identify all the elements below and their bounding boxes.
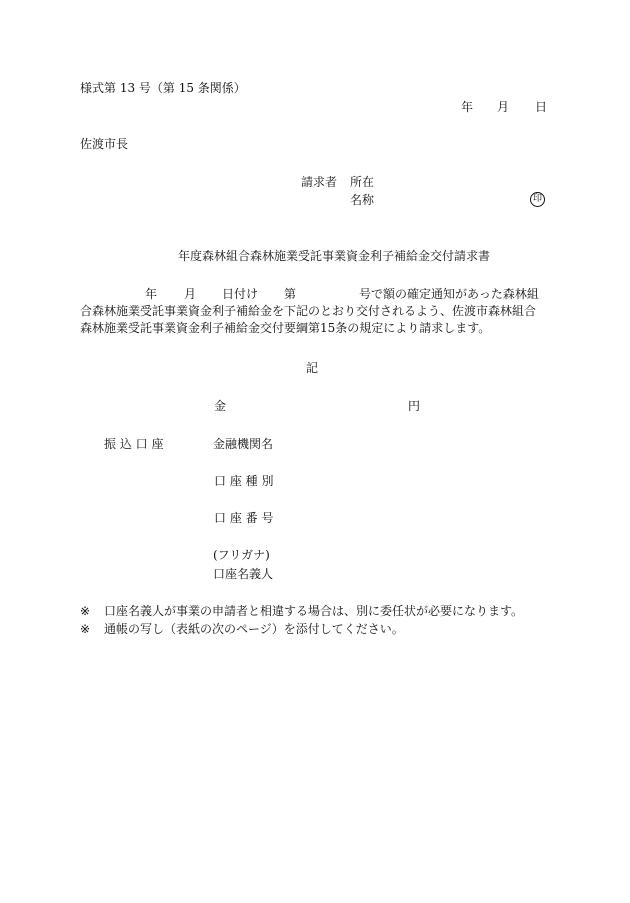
body-line-3: 森林施業受託事業資金利子補給金交付要綱第15条の規定により請求します。 bbox=[80, 321, 491, 335]
ki-heading: 記 bbox=[306, 361, 319, 375]
body-dated-label: 日付け bbox=[222, 287, 259, 301]
note-mark: ※ bbox=[80, 622, 91, 636]
requester-label: 請求者 bbox=[301, 175, 338, 189]
amount-unit: 円 bbox=[408, 399, 421, 413]
form-number: 様式第 13 号（第 15 条関係） bbox=[80, 81, 246, 95]
transfer-account-label: 振 込 口 座 bbox=[104, 437, 164, 451]
body-number-prefix: 第 bbox=[284, 287, 297, 301]
date-month-label: 月 bbox=[497, 100, 510, 114]
note-text: 口座名義人が事業の申請者と相違する場合は、別に委任状が必要になります。 bbox=[104, 604, 524, 618]
body-line-2: 合森林施業受託事業資金利子補給金を下記のとおり交付されるよう、佐渡市森林組合 bbox=[80, 304, 537, 318]
body-month-label: 月 bbox=[184, 287, 197, 301]
body-line-1-rest: 号で額の確定通知があった森林組 bbox=[359, 287, 539, 301]
account-type-label: 口 座 種 別 bbox=[214, 474, 274, 488]
date-year-label: 年 bbox=[461, 100, 474, 114]
date-day-label: 日 bbox=[535, 100, 548, 114]
requester-name-label: 名称 bbox=[350, 193, 375, 207]
document-title: 年度森林組合森林施業受託事業資金利子補給金交付請求書 bbox=[178, 249, 491, 263]
bank-name-label: 金融機関名 bbox=[213, 437, 274, 451]
account-number-label: 口 座 番 号 bbox=[214, 511, 274, 525]
amount-label: 金 bbox=[214, 399, 227, 413]
account-holder-label: 口座名義人 bbox=[213, 567, 274, 581]
seal-mark: 印 bbox=[530, 192, 545, 207]
furigana-label: (フリガナ) bbox=[213, 548, 270, 562]
note-text: 通帳の写し（表紙の次のページ）を添付してください。 bbox=[104, 622, 404, 636]
addressee: 佐渡市長 bbox=[80, 137, 129, 151]
body-year-label: 年 bbox=[145, 287, 158, 301]
requester-address-label: 所在 bbox=[350, 175, 375, 189]
note-mark: ※ bbox=[80, 604, 91, 618]
